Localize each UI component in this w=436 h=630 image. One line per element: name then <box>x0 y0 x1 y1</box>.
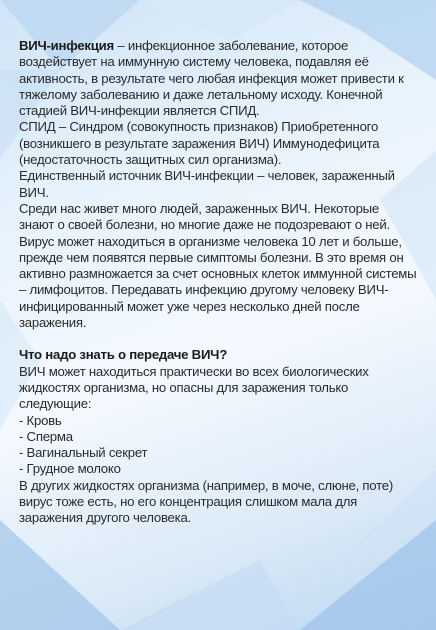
other-fluids-paragraph: В других жидкостях организма (например, в моче, слюне, поте) вирус тоже есть, но его концентрация слишком мала для заражения другого человека. <box>19 477 393 526</box>
transmission-intro-paragraph: ВИЧ может находиться практически во всех биологических жидкостях организма, но опасны для заражения только следующие: <box>19 363 369 412</box>
hiv-definition-paragraph <box>19 38 417 119</box>
article-body <box>19 38 417 527</box>
dangerous-fluids-list <box>19 413 417 478</box>
list-item: - Сперма <box>19 428 73 444</box>
hiv-definition-text: – инфекционное заболевание, которое воздействует на иммунную систему человека, подавляя её активность, в результате чего любая инфекция может привести к тяжелому заболеванию и даже летальному исходу. Конечной стадией ВИЧ-инфекции является СПИД. <box>19 38 404 119</box>
spread-paragraph: Среди нас живет много людей, зараженных ВИЧ. Некоторые знают о своей болезни, но многие даже не подозревают о ней. Вирус может находиться в организме человека 10 лет и больше, прежде чем появятся первые симптомы болезни. В это время он активно размножается за счет основных клеток иммунной системы – лимфоцитов. Передавать инфекцию другому человеку ВИЧ-инфицированный может уже через несколько дней после заражения. <box>19 200 417 331</box>
transmission-section-title: Что надо знать о передаче ВИЧ? <box>19 347 228 363</box>
list-item: - Грудное молоко <box>19 461 121 477</box>
infection-source-paragraph: Единственный источник ВИЧ-инфекции – человек, зараженный ВИЧ. <box>19 168 395 200</box>
aids-definition-paragraph: СПИД – Синдром (совокупность признаков) Приобретенного (возникшего в результате заражения ВИЧ) Иммунодефицита (недостаточность защитных сил организма). <box>19 119 380 168</box>
list-item: - Вагинальный секрет <box>19 445 148 461</box>
hiv-term: ВИЧ-инфекция <box>19 38 114 53</box>
list-item: - Кровь <box>19 412 62 428</box>
